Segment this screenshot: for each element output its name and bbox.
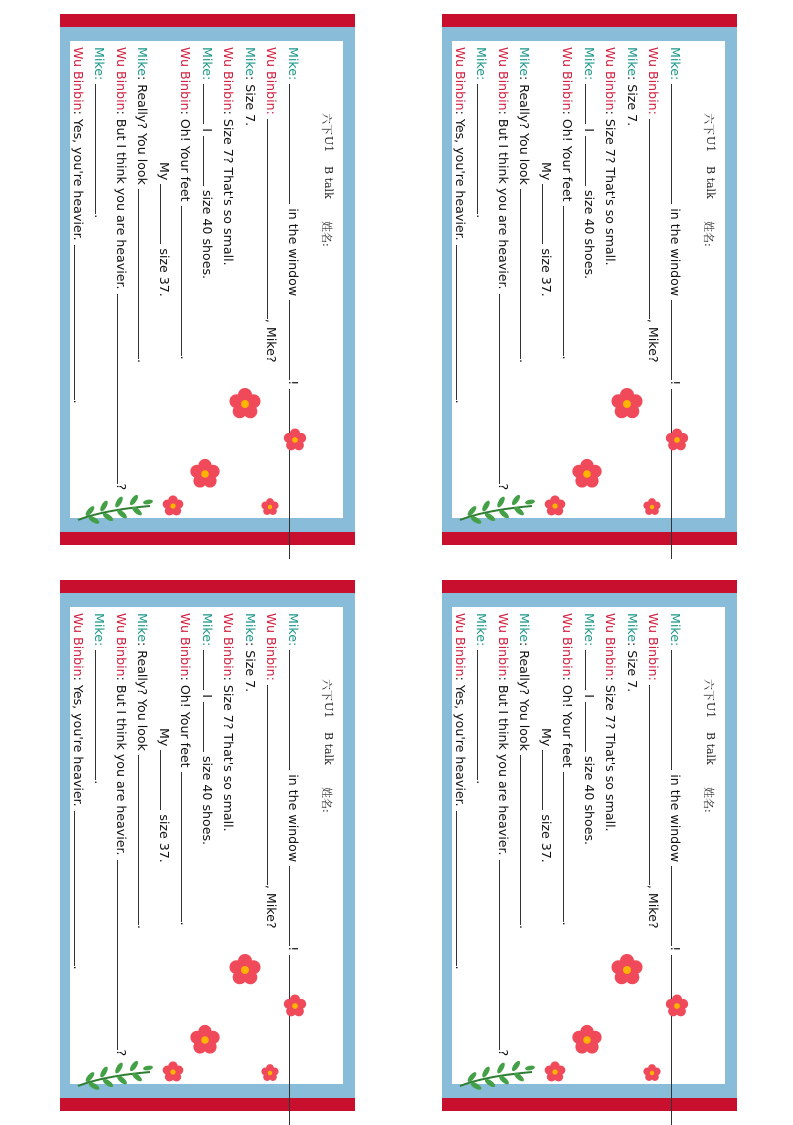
dialogue-line xyxy=(68,47,90,512)
line-text: ? xyxy=(496,1049,511,1057)
flower-icon xyxy=(543,494,567,518)
fill-blank[interactable] xyxy=(650,119,664,319)
dialogue-line xyxy=(154,613,176,1078)
red-border-top xyxy=(60,580,355,593)
line-text: : Really? You look xyxy=(135,641,151,751)
line-text: My xyxy=(539,728,554,747)
dialogue-line xyxy=(557,47,579,512)
fill-blank[interactable] xyxy=(139,189,153,359)
fill-blank[interactable] xyxy=(456,245,470,400)
fill-blank[interactable] xyxy=(203,650,217,690)
blue-border-top xyxy=(442,593,737,607)
fill-blank[interactable] xyxy=(585,136,599,186)
fill-blank[interactable] xyxy=(117,294,131,484)
fill-blank[interactable] xyxy=(671,955,685,1125)
speaker-mike: Mike xyxy=(582,47,597,76)
fill-blank[interactable] xyxy=(74,245,88,400)
flower-icon xyxy=(609,952,645,988)
speaker-wu: Wu Binbin xyxy=(264,47,280,111)
name-label: 姓名: xyxy=(320,787,333,813)
speaker-mike: Mike xyxy=(668,47,683,76)
line-text: : Size 7. xyxy=(625,75,640,127)
fill-blank[interactable] xyxy=(650,685,664,885)
fill-blank[interactable] xyxy=(671,300,685,380)
dialogue-line: Mike: in the window ! xyxy=(283,613,305,1078)
speaker-wu: Wu Binbin xyxy=(560,47,576,111)
line-text: size 37. xyxy=(539,248,554,297)
line-text: , Mike? xyxy=(264,318,280,363)
dialogue-line: Mike: . xyxy=(474,613,490,785)
speaker-wu: Wu Binbin xyxy=(71,47,86,111)
line-text: My xyxy=(157,728,172,747)
line-text: ! xyxy=(286,946,301,952)
line-text: : Really? You look xyxy=(517,641,533,751)
speaker-mike: Mike xyxy=(517,47,533,76)
worksheet-header xyxy=(317,607,337,1084)
line-text: : But I think you are heavier. xyxy=(496,676,511,856)
header-section: B talk xyxy=(322,732,335,765)
line-text: . xyxy=(560,355,576,360)
line-text: : Size 7? That's so small. xyxy=(221,676,237,832)
fill-blank[interactable] xyxy=(268,119,282,319)
dialogue-line xyxy=(132,47,154,512)
worksheet-card xyxy=(442,14,737,545)
speaker-wu: Wu Binbin xyxy=(560,613,576,677)
line-text: : Really? You look xyxy=(517,75,533,185)
line-text: ! xyxy=(286,380,301,386)
flower-icon xyxy=(642,1063,662,1083)
fill-blank[interactable] xyxy=(499,294,513,484)
fill-blank[interactable] xyxy=(289,650,303,770)
line-text: size 37. xyxy=(539,814,554,863)
flower-icon xyxy=(260,497,280,517)
dialogue-line: Mike: in the window ! xyxy=(665,613,687,1078)
name-label: 姓名: xyxy=(702,787,715,813)
fill-blank[interactable] xyxy=(499,860,513,1050)
red-border-bottom xyxy=(442,532,737,545)
red-border-top xyxy=(442,14,737,27)
speaker-mike: Mike xyxy=(135,613,151,642)
speaker-wu: Wu Binbin xyxy=(221,613,237,677)
dialogue-line xyxy=(240,47,262,512)
speaker-wu: Wu Binbin xyxy=(264,613,280,677)
fill-blank[interactable] xyxy=(585,650,599,690)
dialogue-line xyxy=(514,47,536,512)
line-text: . xyxy=(71,965,86,970)
line-text: : But I think you are heavier. xyxy=(114,110,129,290)
dialogue xyxy=(450,47,687,512)
speaker-wu: Wu Binbin xyxy=(114,613,129,677)
dialogue xyxy=(68,613,305,1078)
dialogue-line xyxy=(536,613,558,1078)
fill-blank[interactable] xyxy=(585,84,599,124)
speaker-wu: Wu Binbin xyxy=(178,613,194,677)
red-border-bottom xyxy=(60,532,355,545)
dialogue-line xyxy=(218,47,240,512)
dialogue-line: Mike: I size 40 shoes. xyxy=(582,47,597,280)
fill-blank[interactable] xyxy=(96,650,110,780)
dialogue-line: Mike: I size 40 shoes. xyxy=(200,613,215,846)
speaker-wu: Wu Binbin xyxy=(178,47,194,111)
speaker-mike: Mike xyxy=(474,47,490,76)
line-text: : Oh! Your feet xyxy=(560,110,576,202)
flower-icon xyxy=(570,1023,604,1057)
blue-border-right xyxy=(725,607,737,1084)
dialogue-line: Mike: . xyxy=(92,47,108,219)
fill-blank[interactable] xyxy=(478,650,492,780)
blue-border-top xyxy=(442,27,737,41)
fill-blank[interactable] xyxy=(139,755,153,925)
fill-blank[interactable] xyxy=(478,84,492,214)
dialogue-line: Mike: I size 40 shoes. xyxy=(200,47,215,280)
line-text: . xyxy=(517,924,533,929)
flower-icon xyxy=(188,457,222,491)
fill-blank[interactable] xyxy=(564,206,578,356)
speaker-mike: Mike xyxy=(92,613,108,642)
speaker-wu: Wu Binbin xyxy=(496,613,511,677)
worksheet-card xyxy=(60,14,355,545)
fill-blank[interactable] xyxy=(289,866,303,946)
line-text: : Size 7? That's so small. xyxy=(603,676,619,832)
line-text: : Size 7? That's so small. xyxy=(603,110,619,266)
line-text: in the window xyxy=(668,208,683,297)
flower-icon xyxy=(188,1023,222,1057)
dialogue-line xyxy=(111,47,133,512)
flower-icon xyxy=(227,386,263,422)
dialogue-line xyxy=(175,613,197,1078)
dialogue-line: Mike: . xyxy=(92,613,108,785)
line-text: : Yes, you're heavier. xyxy=(71,676,86,807)
speaker-mike: Mike xyxy=(625,613,640,642)
line-text: , Mike? xyxy=(264,884,280,929)
line-text: . xyxy=(92,780,108,785)
dialogue-line xyxy=(132,613,154,1078)
speaker-mike: Mike xyxy=(668,613,683,642)
dialogue-line: Mike: in the window ! xyxy=(283,47,305,512)
header-title: 六下 xyxy=(702,113,715,135)
dialogue-line: Mike: I size 40 shoes. xyxy=(582,613,597,846)
dialogue xyxy=(68,47,305,512)
speaker-wu: Wu Binbin xyxy=(71,613,86,677)
header-unit: U1 xyxy=(704,702,717,719)
line-text: . xyxy=(135,358,151,363)
speaker-mike: Mike xyxy=(135,47,151,76)
fill-blank[interactable] xyxy=(182,772,196,922)
fill-blank[interactable] xyxy=(203,136,217,186)
line-text: size 40 shoes. xyxy=(582,190,597,280)
header-title: 六下 xyxy=(320,113,333,135)
speaker-wu: Wu Binbin xyxy=(603,47,619,111)
line-text: : Yes, you're heavier. xyxy=(453,110,468,241)
red-border-bottom xyxy=(442,1098,737,1111)
name-label: 姓名: xyxy=(702,221,715,247)
speaker-wu: Wu Binbin xyxy=(453,47,468,111)
flower-icon xyxy=(282,427,308,453)
line-text: size 37. xyxy=(157,814,172,863)
line-text: . xyxy=(560,921,576,926)
worksheet-card xyxy=(442,580,737,1111)
fill-blank[interactable] xyxy=(542,750,556,810)
speaker-wu: Wu Binbin xyxy=(646,613,662,677)
dialogue-line xyxy=(218,613,240,1078)
speaker-mike: Mike xyxy=(286,47,301,76)
speaker-mike: Mike xyxy=(625,47,640,76)
header-unit: U1 xyxy=(704,136,717,153)
dialogue xyxy=(450,613,687,1078)
flower-icon xyxy=(642,497,662,517)
dialogue-line xyxy=(175,47,197,512)
dialogue-line xyxy=(493,47,515,512)
speaker-mike: Mike xyxy=(200,47,215,76)
dialogue-line xyxy=(557,613,579,1078)
line-text: I xyxy=(582,128,597,132)
speaker-mike: Mike xyxy=(286,613,301,642)
red-border-top xyxy=(442,580,737,593)
line-text: My xyxy=(539,162,554,181)
speaker-mike: Mike xyxy=(474,613,490,642)
red-border-bottom xyxy=(60,1098,355,1111)
speaker-wu: Wu Binbin xyxy=(646,47,662,111)
line-text: size 40 shoes. xyxy=(200,756,215,846)
branch-icon xyxy=(456,1058,536,1092)
fill-blank[interactable] xyxy=(521,755,535,925)
blue-border-right xyxy=(725,41,737,518)
fill-blank[interactable] xyxy=(542,184,556,244)
dialogue-line: Wu Binbin: , Mike? xyxy=(264,47,280,363)
fill-blank[interactable] xyxy=(160,184,174,244)
header-section: B talk xyxy=(322,166,335,199)
fill-blank[interactable] xyxy=(521,189,535,359)
blue-border-right xyxy=(343,41,355,518)
flower-icon xyxy=(543,1060,567,1084)
flower-icon xyxy=(609,386,645,422)
line-text: : Yes, you're heavier. xyxy=(71,110,86,241)
speaker-mike: Mike xyxy=(517,613,533,642)
dialogue-line xyxy=(450,47,472,512)
line-text: , Mike? xyxy=(646,318,662,363)
line-text: . xyxy=(474,780,490,785)
dialogue-line xyxy=(600,613,622,1078)
speaker-mike: Mike xyxy=(243,613,258,642)
fill-blank[interactable] xyxy=(456,811,470,966)
name-label: 姓名: xyxy=(320,221,333,247)
flower-icon xyxy=(227,952,263,988)
speaker-wu: Wu Binbin xyxy=(603,613,619,677)
line-text: . xyxy=(135,924,151,929)
fill-blank[interactable] xyxy=(117,860,131,1050)
line-text: My xyxy=(157,162,172,181)
speaker-wu: Wu Binbin xyxy=(114,47,129,111)
speaker-mike: Mike xyxy=(200,613,215,642)
line-text: in the window xyxy=(668,774,683,863)
line-text: : Oh! Your feet xyxy=(178,110,194,202)
branch-icon xyxy=(456,492,536,526)
dialogue-line xyxy=(68,613,90,1078)
dialogue-line xyxy=(514,613,536,1078)
line-text: in the window xyxy=(286,774,301,863)
dialogue-line xyxy=(154,47,176,512)
header-unit: U1 xyxy=(322,136,335,153)
fill-blank[interactable] xyxy=(74,811,88,966)
line-text: : Size 7. xyxy=(625,641,640,693)
fill-blank[interactable] xyxy=(289,300,303,380)
line-text: : Oh! Your feet xyxy=(178,676,194,768)
header-title: 六下 xyxy=(702,679,715,701)
speaker-wu: Wu Binbin xyxy=(453,613,468,677)
line-text: . xyxy=(178,355,194,360)
line-text: : Really? You look xyxy=(135,75,151,185)
dialogue-line xyxy=(536,47,558,512)
flower-icon xyxy=(161,494,185,518)
line-text: ! xyxy=(668,380,683,386)
line-text: ? xyxy=(114,483,129,491)
dialogue-line: Wu Binbin: , Mike? xyxy=(264,613,280,929)
line-text: : Yes, you're heavier. xyxy=(453,676,468,807)
line-text: size 37. xyxy=(157,248,172,297)
speaker-mike: Mike xyxy=(92,47,108,76)
worksheet-header xyxy=(699,41,719,518)
blue-border-top xyxy=(60,593,355,607)
fill-blank[interactable] xyxy=(268,685,282,885)
dialogue-line xyxy=(493,613,515,1078)
worksheet-card xyxy=(60,580,355,1111)
fill-blank[interactable] xyxy=(564,772,578,922)
dialogue-line xyxy=(622,47,644,512)
fill-blank[interactable] xyxy=(671,84,685,204)
dialogue-line xyxy=(450,613,472,1078)
flower-icon xyxy=(570,457,604,491)
line-text: . xyxy=(517,358,533,363)
line-text: . xyxy=(71,399,86,404)
line-text: . xyxy=(474,214,490,219)
worksheet-header xyxy=(699,607,719,1084)
line-text: I xyxy=(200,128,215,132)
line-text: ? xyxy=(114,1049,129,1057)
speaker-mike: Mike xyxy=(582,613,597,642)
header-unit: U1 xyxy=(322,702,335,719)
header-title: 六下 xyxy=(320,679,333,701)
line-text: , Mike? xyxy=(646,884,662,929)
fill-blank[interactable] xyxy=(289,389,303,559)
fill-blank[interactable] xyxy=(289,84,303,204)
dialogue-line: Mike: in the window ! xyxy=(665,47,687,512)
fill-blank[interactable] xyxy=(585,702,599,752)
line-text: : Size 7? That's so small. xyxy=(221,110,237,266)
dialogue-line xyxy=(622,613,644,1078)
line-text: : Size 7. xyxy=(243,75,258,127)
dialogue-line xyxy=(600,47,622,512)
line-text: . xyxy=(178,921,194,926)
speaker-mike: Mike xyxy=(243,47,258,76)
line-text: : Size 7. xyxy=(243,641,258,693)
line-text: ? xyxy=(496,483,511,491)
branch-icon xyxy=(74,1058,154,1092)
line-text: . xyxy=(453,399,468,404)
dialogue-line xyxy=(240,613,262,1078)
branch-icon xyxy=(74,492,154,526)
fill-blank[interactable] xyxy=(96,84,110,214)
fill-blank[interactable] xyxy=(671,389,685,559)
flower-icon xyxy=(664,427,690,453)
blue-border-top xyxy=(60,27,355,41)
line-text: : Oh! Your feet xyxy=(560,676,576,768)
fill-blank[interactable] xyxy=(671,866,685,946)
dialogue-line: Wu Binbin: , Mike? xyxy=(646,47,662,363)
flower-icon xyxy=(260,1063,280,1083)
dialogue-line xyxy=(111,613,133,1078)
line-text: : But I think you are heavier. xyxy=(114,676,129,856)
fill-blank[interactable] xyxy=(203,84,217,124)
line-text: size 40 shoes. xyxy=(582,756,597,846)
speaker-wu: Wu Binbin xyxy=(221,47,237,111)
blue-border-right xyxy=(343,607,355,1084)
fill-blank[interactable] xyxy=(182,206,196,356)
flower-icon xyxy=(282,993,308,1019)
fill-blank[interactable] xyxy=(160,750,174,810)
speaker-wu: Wu Binbin xyxy=(496,47,511,111)
line-text: ! xyxy=(668,946,683,952)
header-section: B talk xyxy=(704,166,717,199)
red-border-top xyxy=(60,14,355,27)
line-text: size 40 shoes. xyxy=(200,190,215,280)
dialogue-line: Mike: . xyxy=(474,47,490,219)
fill-blank[interactable] xyxy=(203,702,217,752)
worksheet-header xyxy=(317,41,337,518)
flower-icon xyxy=(664,993,690,1019)
line-text: in the window xyxy=(286,208,301,297)
dialogue-line: Wu Binbin: , Mike? xyxy=(646,613,662,929)
fill-blank[interactable] xyxy=(289,955,303,1125)
line-text: I xyxy=(582,694,597,698)
line-text: : But I think you are heavier. xyxy=(496,110,511,290)
line-text: . xyxy=(92,214,108,219)
fill-blank[interactable] xyxy=(671,650,685,770)
line-text: . xyxy=(453,965,468,970)
flower-icon xyxy=(161,1060,185,1084)
line-text: I xyxy=(200,694,215,698)
header-section: B talk xyxy=(704,732,717,765)
